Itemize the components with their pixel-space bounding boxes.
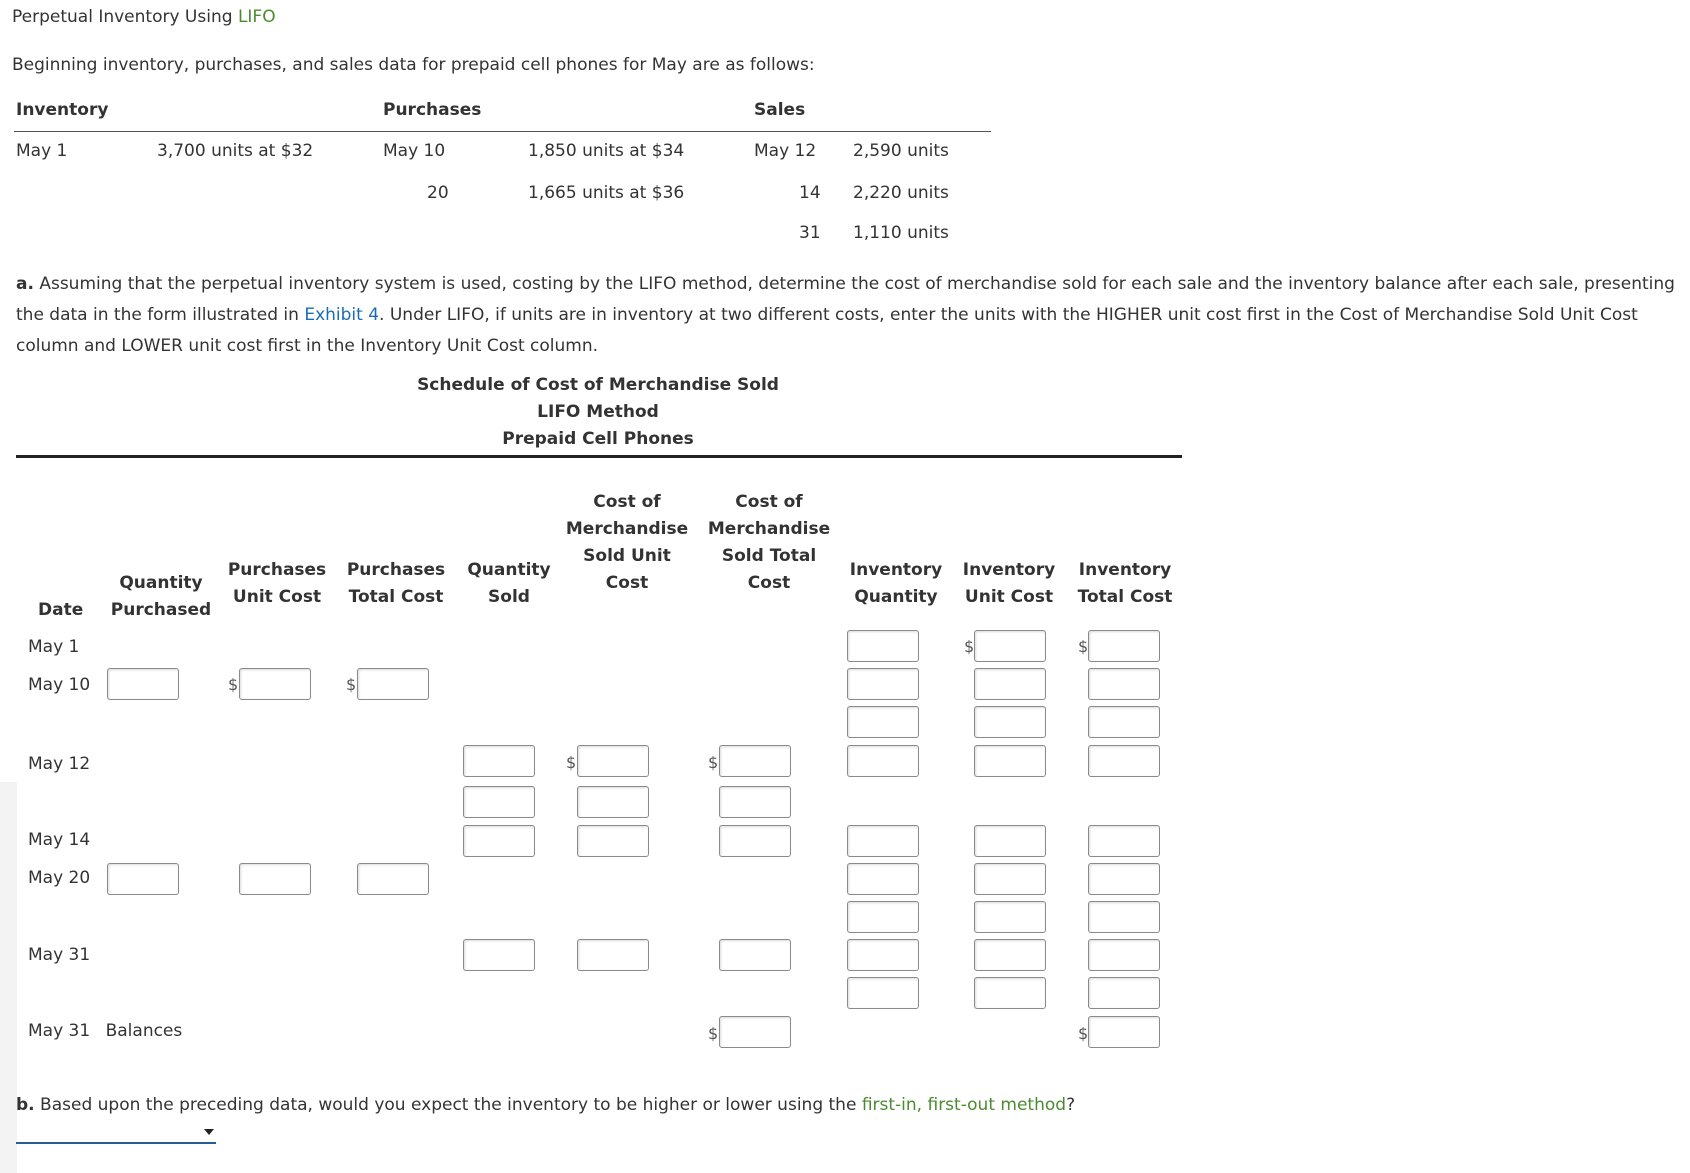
- table-row: 1,850 units at $34: [528, 141, 685, 161]
- part-b-question: b. Based upon the preceding data, would you expect the inventory to be higher or lower using the first-in, first-out method?: [16, 1095, 1076, 1115]
- dollar-sign: $: [346, 675, 357, 694]
- may12-quantity-sold-input-2[interactable]: [463, 786, 535, 818]
- may10-purchases-total-cost-input[interactable]: [357, 668, 429, 700]
- exhibit-4-link[interactable]: Exhibit 4: [304, 305, 380, 325]
- col-purchases-unit-cost: Purchases Unit Cost: [227, 560, 327, 607]
- row-label-balances: May 31 Balances: [28, 1021, 183, 1041]
- col-cms-total-cost: Cost of Merchandise Sold Total Cost: [707, 492, 831, 593]
- schedule-title: Schedule of Cost of Merchandise Sold: [417, 375, 779, 395]
- inventory-header: Inventory: [16, 100, 109, 120]
- may1-inventory-unit-cost-input[interactable]: [974, 630, 1046, 662]
- col-cms-unit-cost: Cost of Merchandise Sold Unit Cost: [565, 492, 689, 593]
- may31-inventory-quantity-input[interactable]: [847, 939, 919, 971]
- schedule-product: Prepaid Cell Phones: [502, 429, 694, 449]
- chevron-down-icon: [204, 1129, 214, 1135]
- left-margin-bar: [0, 782, 17, 1173]
- table-row: May 12: [754, 141, 817, 161]
- may10-purchases-unit-cost-input[interactable]: [239, 668, 311, 700]
- may20-inventory-quantity-input-2[interactable]: [847, 901, 919, 933]
- may20-purchases-total-cost-input[interactable]: [357, 863, 429, 895]
- may14-inventory-unit-cost-input[interactable]: [974, 825, 1046, 857]
- balances-inventory-total-cost-input[interactable]: [1088, 1016, 1160, 1048]
- may31-inventory-total-cost-input[interactable]: [1088, 939, 1160, 971]
- table-row: May 1: [16, 141, 68, 161]
- col-quantity-sold: Quantity Sold: [467, 560, 551, 607]
- row-label-may-20: May 20: [28, 868, 91, 888]
- may1-inventory-total-cost-input[interactable]: [1088, 630, 1160, 662]
- col-inventory-quantity: Inventory Quantity: [849, 560, 943, 607]
- row-label-may-10: May 10: [28, 675, 91, 695]
- data-table-rule: [14, 131, 991, 132]
- may10-inventory-quantity-input-2[interactable]: [847, 706, 919, 738]
- may10-inventory-total-cost-input[interactable]: [1088, 668, 1160, 700]
- may12-cms-total-cost-input[interactable]: [719, 745, 791, 777]
- may20-inventory-unit-cost-input[interactable]: [974, 863, 1046, 895]
- may20-quantity-purchased-input[interactable]: [107, 863, 179, 895]
- lifo-link[interactable]: LIFO: [237, 7, 276, 27]
- may31-inventory-total-cost-input-2[interactable]: [1088, 977, 1160, 1009]
- may10-inventory-total-cost-input-2[interactable]: [1088, 706, 1160, 738]
- dollar-sign: $: [228, 675, 239, 694]
- row-label-may-12: May 12: [28, 754, 91, 774]
- may10-inventory-quantity-input[interactable]: [847, 668, 919, 700]
- table-row: 2,590 units: [853, 141, 949, 161]
- table-row: 2,220 units: [853, 183, 949, 203]
- may31-inventory-unit-cost-input-2[interactable]: [974, 977, 1046, 1009]
- may20-inventory-unit-cost-input-2[interactable]: [974, 901, 1046, 933]
- may12-quantity-sold-input[interactable]: [463, 745, 535, 777]
- may14-quantity-sold-input[interactable]: [463, 825, 535, 857]
- may12-inventory-quantity-input[interactable]: [847, 745, 919, 777]
- may14-inventory-total-cost-input[interactable]: [1088, 825, 1160, 857]
- table-row: 31: [799, 223, 821, 243]
- row-label-may-1: May 1: [28, 637, 80, 657]
- page-title: Perpetual Inventory Using LIFO: [12, 7, 276, 27]
- table-row: 20: [427, 183, 449, 203]
- intro-text: Beginning inventory, purchases, and sales data for prepaid cell phones for May are as follows:: [12, 55, 815, 75]
- table-row: May 10: [383, 141, 446, 161]
- dollar-sign: $: [708, 753, 719, 772]
- balances-cms-total-cost-input[interactable]: [719, 1016, 791, 1048]
- dollar-sign: $: [1078, 637, 1089, 656]
- dollar-sign: $: [964, 637, 975, 656]
- schedule-rule: [16, 455, 1182, 458]
- part-a-instructions: a. Assuming that the perpetual inventory system is used, costing by the LIFO method, determine the cost of merchandise sold for each sale and the inventory balance after each sale, presenting the data in the form illustrated in Exhibit 4. Under LIFO, if units are in inventory at two different costs, enter the units with the HIGHER unit cost first in the Cost of Merchandise Sold Unit Cost column and LOWER unit cost first in the Inventory Unit Cost column.: [16, 274, 1675, 356]
- may14-cms-unit-cost-input[interactable]: [577, 825, 649, 857]
- may31-quantity-sold-input[interactable]: [463, 939, 535, 971]
- table-row: 1,110 units: [853, 223, 949, 243]
- may1-inventory-quantity-input[interactable]: [847, 630, 919, 662]
- part-b-answer-select[interactable]: [16, 1122, 216, 1144]
- table-row: 14: [799, 183, 821, 203]
- dollar-sign: $: [1078, 1024, 1089, 1043]
- may20-inventory-total-cost-input[interactable]: [1088, 863, 1160, 895]
- may31-inventory-quantity-input-2[interactable]: [847, 977, 919, 1009]
- col-inventory-unit-cost: Inventory Unit Cost: [962, 560, 1056, 607]
- col-inventory-total-cost: Inventory Total Cost: [1077, 560, 1173, 607]
- may31-cms-unit-cost-input[interactable]: [577, 939, 649, 971]
- may31-cms-total-cost-input[interactable]: [719, 939, 791, 971]
- may10-quantity-purchased-input[interactable]: [107, 668, 179, 700]
- schedule-method: LIFO Method: [537, 402, 659, 422]
- fifo-link[interactable]: first-in, first-out method: [861, 1095, 1067, 1115]
- dollar-sign: $: [566, 753, 577, 772]
- may20-purchases-unit-cost-input[interactable]: [239, 863, 311, 895]
- may10-inventory-unit-cost-input[interactable]: [974, 668, 1046, 700]
- col-quantity-purchased: Quantity Purchased: [110, 573, 212, 620]
- may31-inventory-unit-cost-input[interactable]: [974, 939, 1046, 971]
- table-row: 3,700 units at $32: [157, 141, 314, 161]
- col-date: Date: [38, 600, 84, 620]
- table-row: 1,665 units at $36: [528, 183, 685, 203]
- may12-cms-total-cost-input-2[interactable]: [719, 786, 791, 818]
- may20-inventory-quantity-input[interactable]: [847, 863, 919, 895]
- sales-header: Sales: [754, 100, 806, 120]
- purchases-header: Purchases: [383, 100, 482, 120]
- may12-cms-unit-cost-input[interactable]: [577, 745, 649, 777]
- row-label-may-14: May 14: [28, 830, 91, 850]
- may12-inventory-total-cost-input[interactable]: [1088, 745, 1160, 777]
- may20-inventory-total-cost-input-2[interactable]: [1088, 901, 1160, 933]
- may14-inventory-quantity-input[interactable]: [847, 825, 919, 857]
- may12-cms-unit-cost-input-2[interactable]: [577, 786, 649, 818]
- col-purchases-total-cost: Purchases Total Cost: [346, 560, 446, 607]
- row-label-may-31: May 31: [28, 945, 91, 965]
- may12-inventory-unit-cost-input[interactable]: [974, 745, 1046, 777]
- may10-inventory-unit-cost-input-2[interactable]: [974, 706, 1046, 738]
- dollar-sign: $: [708, 1024, 719, 1043]
- may14-cms-total-cost-input[interactable]: [719, 825, 791, 857]
